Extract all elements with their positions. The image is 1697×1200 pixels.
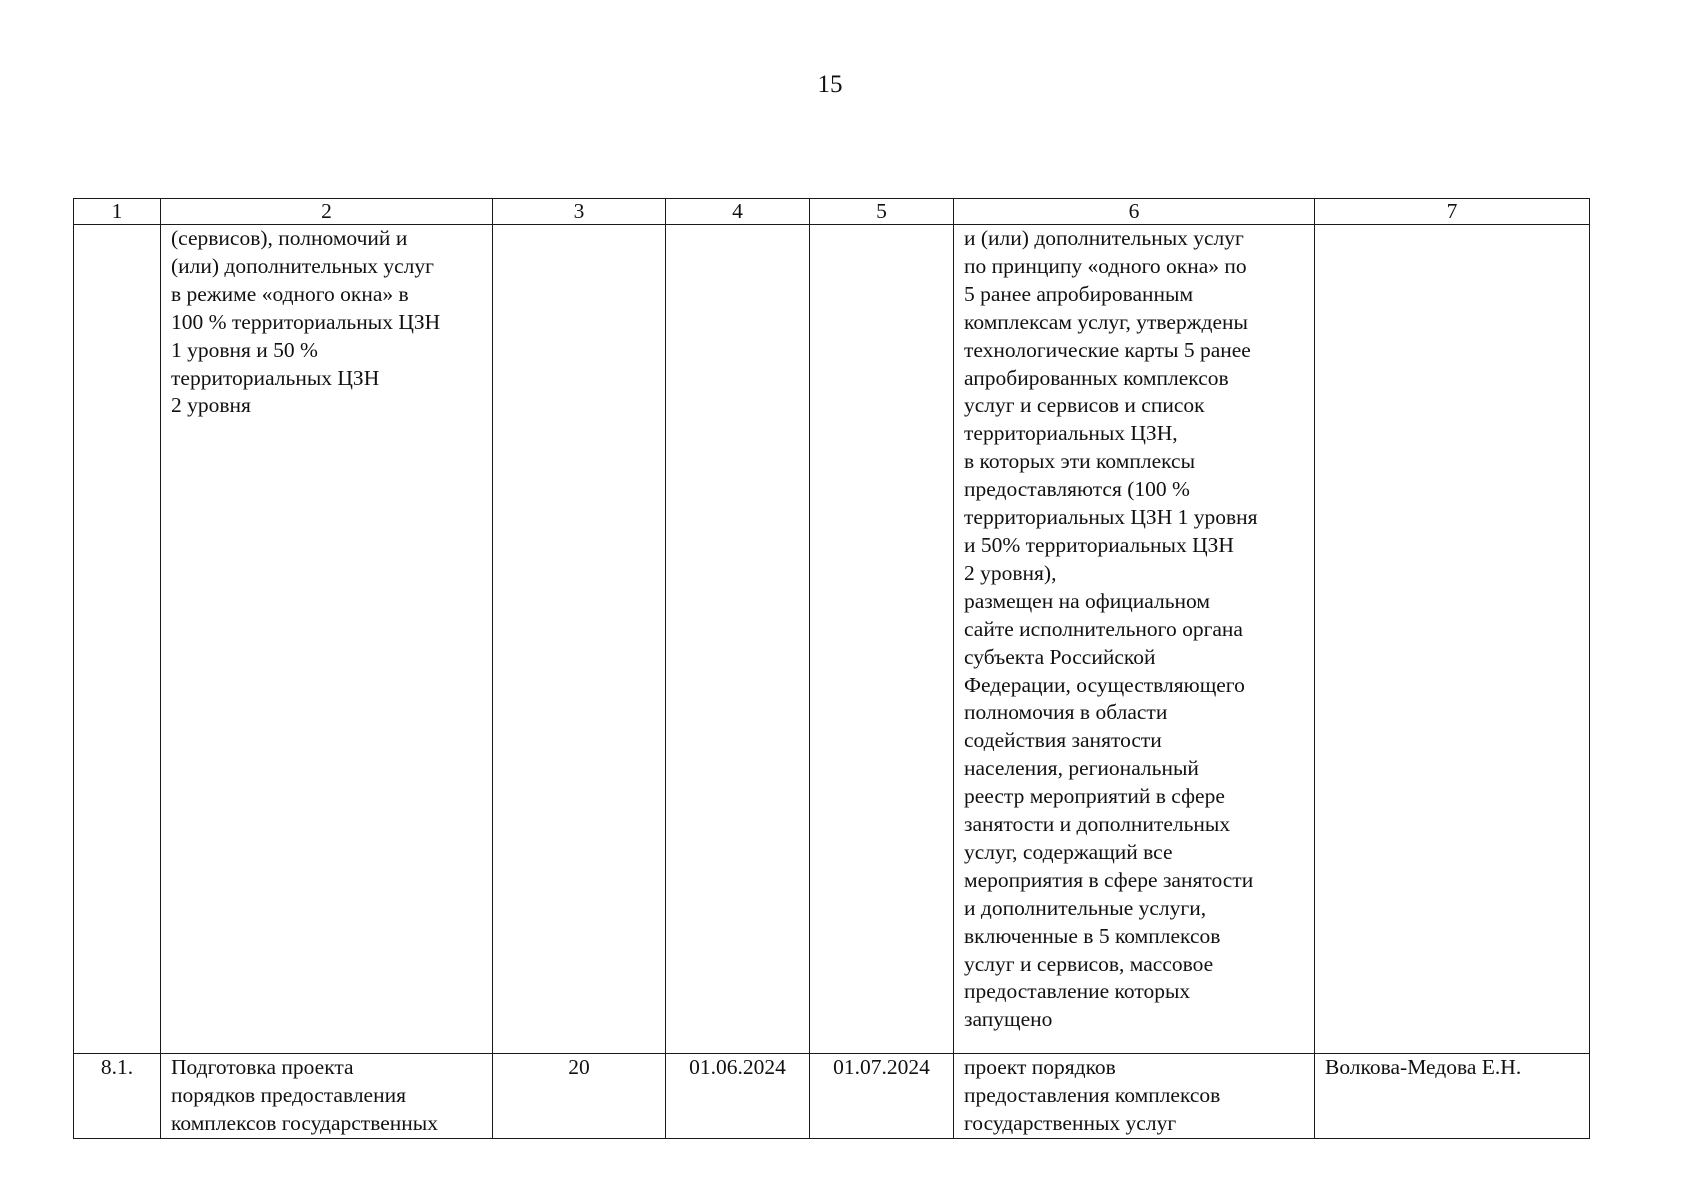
result-text: и (или) дополнительных услуг по принципу «одного окна» по 5 ранее апробированным комплексам услуг, утверждены технологические карты 5 ранее апробированных комплексов услуг и сервисов и список территориальных ЦЗН, в которых эти комплексы предоставляются (100 % территориальных ЦЗН 1 уровня и 50% территориальных ЦЗН 2 уровня), размещен на официальном сайте исполнительного органа субъекта Российской Федерации, осуществляющего полномочия в области содействия занятости населения, региональный реестр мероприятий в сфере занятости и дополнительных услуг, содержащий все мероприятия в сфере занятости и дополнительные услуги, включенные в 5 комплексов услуг и сервисов, массовое предоставление которых запущено [964, 226, 1258, 1032]
cell-responsible [1315, 225, 1590, 1054]
cell-description [161, 225, 493, 1054]
description-text: (сервисов), полномочий и (или) дополнительных услуг в режиме «одного окна» в 100 % территориальных ЦЗН 1 уровня и 50 % территориальных ЦЗН 2 уровня [171, 226, 441, 418]
column-header-6: 6 [954, 199, 1315, 225]
cell-duration [493, 225, 666, 1054]
end-date: 01.07.2024 [833, 1055, 930, 1079]
column-header-2: 2 [161, 199, 493, 225]
cell-result [954, 1054, 1315, 1139]
cell-duration [493, 1054, 666, 1139]
start-date: 01.06.2024 [689, 1055, 786, 1079]
cell-description [161, 1054, 493, 1139]
column-header-5: 5 [810, 199, 954, 225]
column-header-7: 7 [1315, 199, 1590, 225]
table-row-continued [74, 225, 1590, 1054]
cell-number [74, 1054, 161, 1139]
table-row-8-1 [74, 1054, 1590, 1139]
plan-table [73, 198, 1590, 1139]
cell-end-date [810, 225, 954, 1054]
responsible-person: Волкова-Медова Е.Н. [1325, 1055, 1522, 1079]
cell-end-date [810, 1054, 954, 1139]
cell-responsible [1315, 1054, 1590, 1139]
duration-value: 20 [568, 1055, 590, 1079]
cell-number [74, 225, 161, 1054]
cell-start-date [666, 1054, 810, 1139]
cell-result [954, 225, 1315, 1054]
column-header-4: 4 [666, 199, 810, 225]
page-number: 15 [817, 71, 843, 98]
description-text: Подготовка проекта порядков предоставления комплексов государственных [171, 1055, 438, 1135]
table-header-row [74, 199, 1590, 225]
column-header-1: 1 [74, 199, 161, 225]
row-number: 8.1. [100, 1055, 134, 1079]
column-header-3: 3 [493, 199, 666, 225]
result-text: проект порядков предоставления комплексов государственных услуг [964, 1055, 1221, 1135]
cell-start-date [666, 225, 810, 1054]
